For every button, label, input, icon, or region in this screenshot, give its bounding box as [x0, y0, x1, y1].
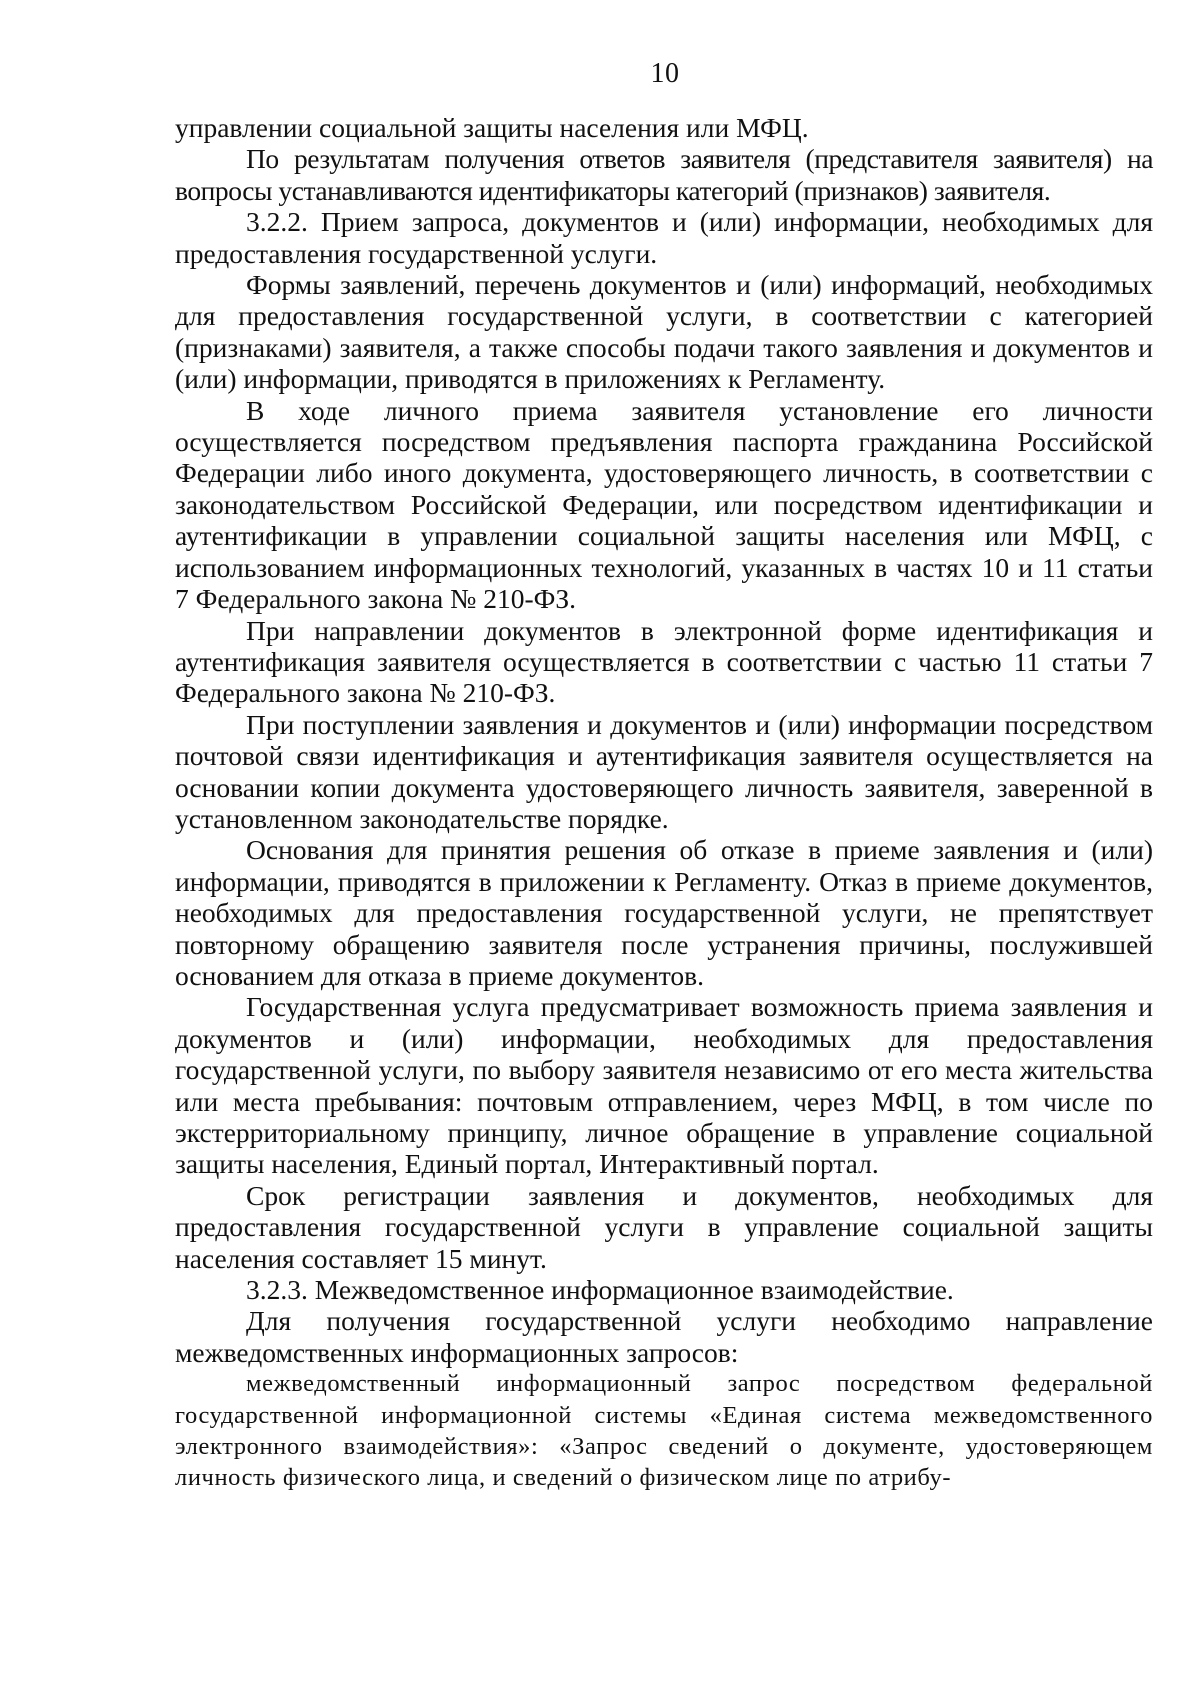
page-number: 10 [650, 58, 680, 89]
paragraph-section-3-2-3: 3.2.3. Межведомственное информационное взаимодействие. [246, 1274, 954, 1306]
paragraph-registration-term: Срок регистрации заявления и документов, необходимых для предоставления государственной услуги в управление социальной защиты населения составляет 15 минут. [175, 1179, 1153, 1274]
paragraph-continuation: управлении социальной защиты населения или МФЦ. [175, 112, 809, 143]
paragraph-smev-request: межведомственный информационный запрос посредством федеральной государственной информационной системы «Единая система межведомственного электронного взаимодействия»: «Запрос сведений о документе, удостоверяющем личность физического лица, и сведений о физическом лице по атрибу- [175, 1370, 1153, 1492]
paragraph-submission-methods: Государственная услуга предусматривает возможность приема заявления и документов и (или) информации, необходимых для предоставления государственной услуги, по выбору заявителя независимо от его места жительства или места пребывания: почтовым отправлением, через МФЦ, в том числе по экстерриториальному принципу, личное обращение в управление социальной защиты населения, Единый портал, Интерактивный портал. [175, 991, 1153, 1180]
paragraph-application-forms: Формы заявлений, перечень документов и (или) информаций, необходимых для предоставления государственной услуги, в соответствии с категорией (признаками) заявителя, а также способы подачи такого заявления и документов и (или) информации, приводятся в приложениях к Регламенту. [175, 269, 1153, 395]
paragraph-personal-reception: В ходе личного приема заявителя установление его личности осуществляется посредством предъявления паспорта гражданина Российской Федерации либо иного документа, удостоверяющего личность, в соответствии с законодательством Российской Федерации, или посредством идентификации и аутентификации в управлении социальной защиты населения или МФЦ, с использованием информационных технологий, указанных в частях 10 и 11 статьи 7 Федерального закона № 210-ФЗ. [175, 394, 1153, 615]
paragraph-refusal-grounds: Основания для принятия решения об отказе в приеме заявления и (или) информации, приводятся в приложении к Регламенту. Отказ в приеме документов, необходимых для предоставления государственной услуги, не препятствует повторному обращению заявителя после устранения причины, послужившей основанием для отказа в приеме документов. [175, 834, 1153, 991]
paragraph-section-3-2-2: 3.2.2. Прием запроса, документов и (или) информации, необходимых для предоставления государственной услуги. [175, 206, 1153, 269]
document-body [175, 112, 1153, 1494]
paragraph-electronic-documents: При направлении документов в электронной форме идентификация и аутентификация заявителя осуществляется в соответствии с частью 11 статьи 7 Федерального закона № 210-ФЗ. [175, 614, 1153, 709]
paragraph-interagency-requests: Для получения государственной услуги необходимо направление межведомственных информационных запросов: [175, 1305, 1153, 1368]
paragraph-postal-documents: При поступлении заявления и документов и (или) информации посредством почтовой связи идентификация и аутентификация заявителя осуществляется на основании копии документа удостоверяющего личность заявителя, заверенной в установленном законодательстве порядке. [175, 708, 1153, 834]
paragraph-applicant-identifiers: По результатам получения ответов заявителя (представителя заявителя) на вопросы устанавливаются идентификаторы категорий (признаков) заявителя. [175, 143, 1153, 206]
